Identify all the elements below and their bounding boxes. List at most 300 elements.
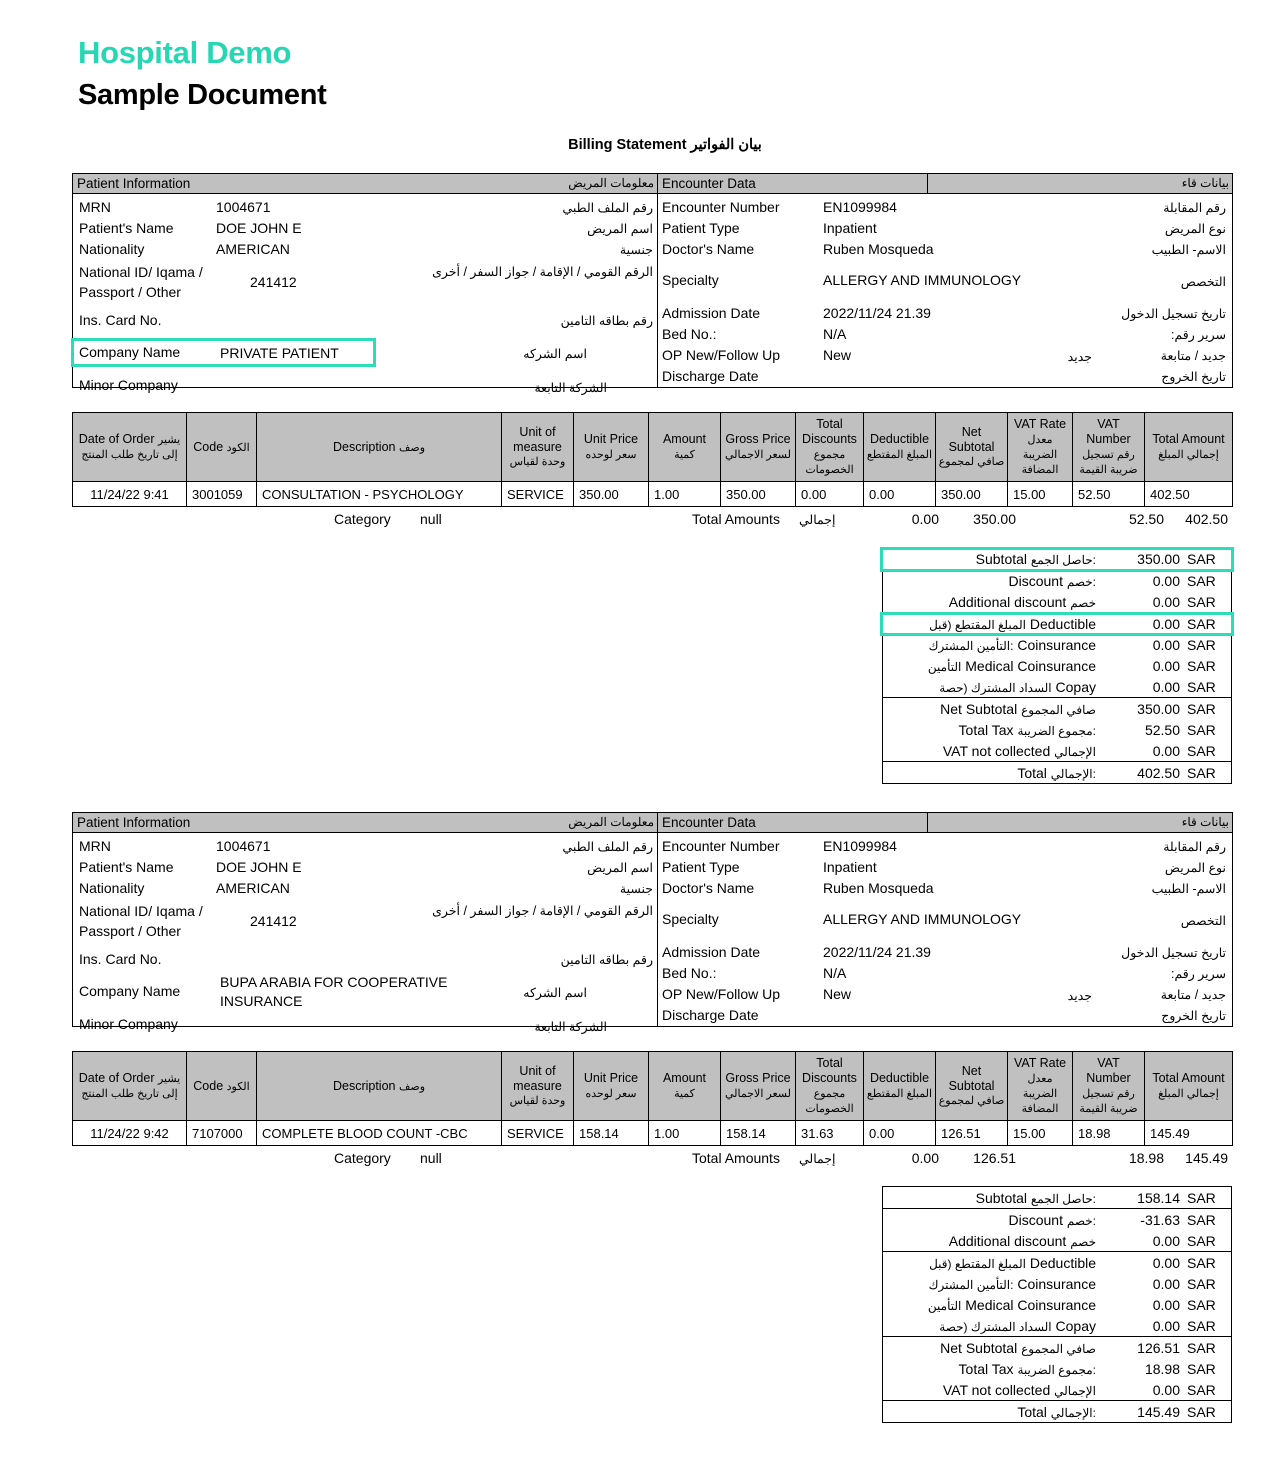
cell-deductible: 0.00 — [864, 482, 936, 507]
cell-code: 3001059 — [187, 482, 257, 507]
summary-currency: SAR — [1187, 1254, 1216, 1271]
cell-vat-number: 18.98 — [1073, 1121, 1145, 1146]
summary-row-total — [883, 762, 1232, 784]
value-bed-no: N/A — [823, 965, 847, 981]
summary-row-medical-coinsurance — [883, 1294, 1232, 1315]
label-patients-name: Patient's Name — [79, 859, 174, 875]
label-ins-card-no: Ins. Card No. — [79, 312, 162, 328]
summary-label-discount-ar: خصم: — [1066, 1213, 1096, 1228]
summary-row-additional-discount — [883, 591, 1232, 613]
summary-row-total-tax — [883, 719, 1232, 740]
summary-label-deductible-ar: المبلغ المقتطع (قبل — [929, 617, 1026, 632]
summary-value-copay: 0.00 — [1102, 676, 1184, 698]
summary-label-additional-discount: Additional discount — [948, 593, 1067, 610]
summary-label-net-subtotal-ar: صافي المجموع — [1021, 702, 1096, 717]
summary-row-net-subtotal — [883, 698, 1232, 720]
summary-value-additional-discount: 0.00 — [1102, 1230, 1184, 1252]
label-admission-date-ar: تاريخ تسجيل الدخول — [1121, 946, 1226, 960]
cell-description: CONSULTATION - PSYCHOLOGY — [257, 482, 502, 507]
patient-information-header: Patient Information — [73, 174, 393, 194]
label-bed-no-ar: سرير رقم: — [1170, 967, 1226, 981]
total-amounts-label: Total Amounts — [692, 1150, 780, 1166]
label-national-id: National ID/ Iqama / — [79, 264, 203, 280]
summary-currency: SAR — [1187, 700, 1216, 717]
label-national-id-ar: الرقم القومي / الإقامة / جواز السفر / أخرى — [432, 904, 653, 918]
summary-row-additional-discount — [883, 1230, 1232, 1252]
summary-row-total-tax — [883, 1358, 1232, 1379]
label-patients-name-ar: اسم المريض — [587, 861, 653, 875]
summary-value-additional-discount: 0.00 — [1102, 591, 1184, 613]
cell-description: COMPLETE BLOOD COUNT -CBC — [257, 1121, 502, 1146]
value-encounter-number: EN1099984 — [823, 838, 897, 854]
label-company-name: Company Name — [79, 983, 181, 999]
label-minor-company-ar: الشركة التابعة — [534, 1020, 607, 1034]
cell-net-subtotal: 126.51 — [936, 1121, 1008, 1146]
col-total-discounts: Total Discounts مجموع الخصومات — [796, 413, 864, 482]
label-encounter-number-ar: رقم المقابلة — [1163, 840, 1226, 854]
summary-currency: SAR — [1187, 1360, 1216, 1377]
summary-label-total-ar: الإجمالي: — [1050, 766, 1096, 781]
summary-value-total: 145.49 — [1137, 1403, 1180, 1420]
summary-value-medical-coinsurance: 0.00 — [1152, 1296, 1180, 1313]
summary-label-discount: Discount — [1008, 572, 1063, 589]
summary-value-coinsurance: 0.00 — [1152, 636, 1180, 653]
label-discharge-date: Discharge Date — [662, 368, 759, 384]
summary-value-subtotal: 350.00 — [1102, 548, 1184, 570]
summary-row-vat-not-collected — [883, 1379, 1232, 1401]
summary-row-subtotal — [883, 548, 1232, 570]
label-bed-no-ar: سرير رقم: — [1170, 328, 1226, 342]
col-vat-number: VAT Number رقم تسجيل ضريبة القيمة — [1073, 413, 1145, 482]
label-nationality-ar: جنسية — [619, 243, 653, 257]
label-mrn-ar: رقم الملف الطبي — [562, 840, 653, 854]
value-op-new-follow-up-ar: جديد — [1067, 989, 1092, 1003]
value-doctors-name: Ruben Mosqueda — [823, 880, 934, 896]
summary-label-coinsurance-ar: التأمين المشترك: — [928, 1277, 1014, 1292]
summary-label-deductible: Deductible — [1029, 1254, 1096, 1271]
summary-value-deductible: 0.00 — [1152, 1254, 1180, 1271]
label-encounter-number: Encounter Number — [662, 838, 780, 854]
summary-label-deductible-ar: المبلغ المقتطع (قبل — [929, 1256, 1026, 1271]
summary-value-discount: 0.00 — [1152, 572, 1180, 589]
label-ins-card-no-ar: رقم بطاقه التامين — [560, 953, 653, 967]
value-specialty: ALLERGY AND IMMUNOLOGY — [823, 911, 1022, 927]
col-description: Description وصف — [257, 413, 502, 482]
summary-label-subtotal: Subtotal — [975, 1189, 1028, 1206]
value-bed-no: N/A — [823, 326, 847, 342]
label-op-new-follow-up-ar: جديد / متابعة — [1160, 988, 1226, 1002]
summary-row-coinsurance — [883, 634, 1232, 655]
label-patients-name: Patient's Name — [79, 220, 174, 236]
value-op-new-follow-up: New — [823, 986, 852, 1002]
col-deductible: Deductible المبلغ المقتطع — [864, 1052, 936, 1121]
col-description: Description وصف — [257, 1052, 502, 1121]
value-specialty: ALLERGY AND IMMUNOLOGY — [823, 272, 1022, 288]
label-national-id-2: Passport / Other — [79, 923, 181, 939]
info-table-2 — [72, 812, 1233, 1034]
summary-currency: SAR — [1187, 1403, 1216, 1420]
summary-value-copay: 0.00 — [1102, 1315, 1184, 1337]
patient-information-header: Patient Information — [73, 813, 393, 833]
summary-label-medical-coinsurance-ar: التأمين — [927, 1298, 962, 1313]
summary-value-discount: -31.63 — [1140, 1211, 1180, 1228]
col-date-of-order: Date of Order يشير إلى تاريخ طلب المنتج — [73, 1052, 187, 1121]
summary-wrap-2 — [72, 1186, 1232, 1423]
summary-currency: SAR — [1187, 1211, 1216, 1228]
info-header-row — [73, 174, 1233, 194]
label-op-new-follow-up: OP New/Follow Up — [662, 986, 781, 1002]
summary-row-discount — [883, 1209, 1232, 1231]
summary-currency: SAR — [1187, 764, 1216, 781]
summary-label-subtotal-ar: حاصل الجمع: — [1030, 552, 1096, 567]
summary-row-copay — [883, 1315, 1232, 1337]
value-mrn: 1004671 — [216, 838, 271, 854]
label-patient-type: Patient Type — [662, 859, 740, 875]
label-specialty-ar: التخصص — [1180, 275, 1226, 289]
label-encounter-number: Encounter Number — [662, 199, 780, 215]
vat-number-sum: 52.50 — [1128, 511, 1164, 527]
encounter-panel-1 — [658, 194, 1233, 388]
page-title: Sample Document — [78, 78, 327, 111]
summary-label-net-subtotal-ar: صافي المجموع — [1021, 1341, 1096, 1356]
col-vat-rate: VAT Rate معدل الضريبة المضافة — [1008, 413, 1073, 482]
value-patients-name: DOE JOHN E — [216, 859, 302, 875]
category-label: Category — [334, 1150, 391, 1166]
cell-date-of-order: 11/24/22 9:41 — [73, 482, 187, 507]
encounter-data-header: Encounter Data — [658, 813, 928, 833]
summary-label-vat-not-collected: VAT not collected — [942, 1381, 1051, 1398]
items-table-1 — [72, 412, 1233, 507]
label-patient-type-ar: نوع المريض — [1164, 222, 1226, 236]
summary-row-total — [883, 1401, 1232, 1423]
label-nationality-ar: جنسية — [619, 882, 653, 896]
total-amounts-label: Total Amounts — [692, 511, 780, 527]
value-encounter-number: EN1099984 — [823, 199, 897, 215]
summary-label-deductible: Deductible — [1029, 615, 1096, 632]
cell-unit-price: 158.14 — [574, 1121, 649, 1146]
summary-value-total: 402.50 — [1137, 764, 1180, 781]
value-national-id: 241412 — [250, 274, 297, 290]
patient-information-header-ar: معلومات المريض — [393, 813, 658, 833]
summary-label-vat-not-collected-ar: الإجمالي — [1054, 1383, 1096, 1398]
col-code: Code الكود — [187, 1052, 257, 1121]
summary-row-net-subtotal — [883, 1337, 1232, 1359]
info-table-1 — [72, 173, 1233, 395]
col-total-amount: Total Amount إجمالي المبلغ — [1145, 1052, 1233, 1121]
value-company-name: PRIVATE PATIENT — [220, 345, 339, 361]
summary-row-coinsurance — [883, 1273, 1232, 1294]
col-unit-price: Unit Price سعر لوحده — [574, 1052, 649, 1121]
value-patient-type: Inpatient — [823, 220, 877, 236]
patient-information-header-ar: معلومات المريض — [393, 174, 658, 194]
cell-gross-price: 158.14 — [721, 1121, 796, 1146]
table-row — [73, 482, 1233, 507]
total-amount-sum: 402.50 — [1185, 511, 1228, 527]
summary-value-total-tax: 52.50 — [1144, 721, 1180, 738]
net-subtotal-sum: 350.00 — [973, 511, 1016, 527]
col-total-amount: Total Amount إجمالي المبلغ — [1145, 413, 1233, 482]
total-discounts-sum: 0.00 — [911, 511, 939, 527]
col-unit-of-measure: Unit of measure وحدة لقياس — [502, 413, 574, 482]
summary-currency: SAR — [1187, 636, 1216, 653]
cell-vat-rate: 15.00 — [1008, 482, 1073, 507]
cell-date-of-order: 11/24/22 9:42 — [73, 1121, 187, 1146]
encounter-data-header-ar: بيانات قاء — [928, 813, 1233, 833]
category-value: null — [420, 511, 442, 527]
summary-label-discount-ar: خصم: — [1066, 574, 1096, 589]
page-header — [0, 0, 1275, 113]
statement-title-ar: بيان الفواتير — [690, 137, 762, 153]
summary-table-1 — [882, 547, 1232, 784]
patient-panel-1 — [73, 194, 658, 395]
cell-deductible: 0.00 — [864, 1121, 936, 1146]
col-deductible: Deductible المبلغ المقتطع — [864, 413, 936, 482]
label-specialty: Specialty — [662, 272, 719, 288]
label-patients-name-ar: اسم المريض — [587, 222, 653, 236]
col-net-subtotal: Net Subtotal صافي لمجموع — [936, 1052, 1008, 1121]
summary-currency: SAR — [1187, 721, 1216, 738]
summary-value-deductible: 0.00 — [1152, 615, 1180, 632]
summary-currency: SAR — [1187, 1339, 1216, 1356]
summary-row-subtotal — [883, 1187, 1232, 1209]
col-vat-number: VAT Number رقم تسجيل ضريبة القيمة — [1073, 1052, 1145, 1121]
summary-label-additional-discount-ar: خصم — [1070, 595, 1096, 610]
summary-label-additional-discount: Additional discount — [948, 1232, 1067, 1249]
summary-label-total-ar: الإجمالي: — [1050, 1405, 1096, 1420]
billing-section-2 — [72, 812, 1232, 1423]
summary-row-medical-coinsurance — [883, 655, 1232, 676]
summary-value-total-tax: 18.98 — [1144, 1360, 1180, 1377]
summary-value-net-subtotal: 350.00 — [1137, 700, 1180, 717]
col-code: Code الكود — [187, 413, 257, 482]
items-totals-line-2 — [72, 1146, 1232, 1172]
label-op-new-follow-up: OP New/Follow Up — [662, 347, 781, 363]
table-row — [73, 1121, 1233, 1146]
cell-amount: 1.00 — [649, 482, 721, 507]
summary-value-net-subtotal: 126.51 — [1137, 1339, 1180, 1356]
cell-gross-price: 350.00 — [721, 482, 796, 507]
summary-value-vat-not-collected: 0.00 — [1102, 740, 1184, 762]
col-net-subtotal: Net Subtotal صافي لمجموع — [936, 413, 1008, 482]
col-date-of-order: Date of Order يشير إلى تاريخ طلب المنتج — [73, 413, 187, 482]
label-national-id: National ID/ Iqama / — [79, 903, 203, 919]
summary-table-2 — [882, 1186, 1232, 1423]
summary-label-coinsurance: Coinsurance — [1017, 1275, 1096, 1292]
summary-label-net-subtotal: Net Subtotal — [940, 1339, 1018, 1356]
summary-label-subtotal: Subtotal — [975, 550, 1028, 567]
label-bed-no: Bed No.: — [662, 326, 717, 342]
cell-unit-price: 350.00 — [574, 482, 649, 507]
total-discounts-sum: 0.00 — [911, 1150, 939, 1166]
label-discharge-date-ar: تاريخ الخروج — [1161, 1009, 1226, 1023]
cell-unit-of-measure: SERVICE — [502, 482, 574, 507]
summary-value-subtotal: 158.14 — [1102, 1187, 1184, 1209]
summary-row-deductible — [883, 1252, 1232, 1274]
summary-label-net-subtotal: Net Subtotal — [940, 700, 1018, 717]
col-vat-rate: VAT Rate معدل الضريبة المضافة — [1008, 1052, 1073, 1121]
summary-row-vat-not-collected — [883, 740, 1232, 762]
total-amount-sum: 145.49 — [1185, 1150, 1228, 1166]
value-patient-type: Inpatient — [823, 859, 877, 875]
items-header-row — [73, 1052, 1233, 1121]
value-mrn: 1004671 — [216, 199, 271, 215]
summary-label-total: Total — [1017, 764, 1047, 781]
value-company-name: BUPA ARABIA FOR COOPERATIVE INSURANCE — [220, 974, 448, 1009]
summary-value-medical-coinsurance: 0.00 — [1152, 657, 1180, 674]
summary-label-total-tax-ar: مجموع الضريبة: — [1017, 723, 1096, 738]
summary-label-medical-coinsurance: Medical Coinsurance — [965, 1296, 1096, 1313]
summary-currency: SAR — [1184, 548, 1232, 570]
col-amount: Amount كمية — [649, 413, 721, 482]
summary-currency: SAR — [1187, 615, 1216, 632]
summary-label-copay: Copay — [1055, 1317, 1096, 1334]
label-discharge-date-ar: تاريخ الخروج — [1161, 370, 1226, 384]
label-op-new-follow-up-ar: جديد / متابعة — [1160, 349, 1226, 363]
label-encounter-number-ar: رقم المقابلة — [1163, 201, 1226, 215]
summary-row-deductible — [883, 613, 1232, 635]
label-ins-card-no: Ins. Card No. — [79, 951, 162, 967]
billing-section-1 — [72, 173, 1232, 784]
col-total-discounts: Total Discounts مجموع الخصومات — [796, 1052, 864, 1121]
label-discharge-date: Discharge Date — [662, 1007, 759, 1023]
label-national-id-ar: الرقم القومي / الإقامة / جواز السفر / أخرى — [432, 265, 653, 279]
summary-value-vat-not-collected: 0.00 — [1102, 1379, 1184, 1401]
label-doctors-name-ar: الاسم- الطبيب — [1151, 882, 1226, 896]
value-national-id: 241412 — [250, 913, 297, 929]
summary-label-total-tax: Total Tax — [958, 721, 1014, 738]
summary-currency: SAR — [1184, 591, 1232, 613]
encounter-data-header: Encounter Data — [658, 174, 928, 194]
col-gross-price: Gross Price لسعر الاجمالي — [721, 1052, 796, 1121]
col-gross-price: Gross Price لسعر الاجمالي — [721, 413, 796, 482]
label-doctors-name-ar: الاسم- الطبيب — [1151, 243, 1226, 257]
label-national-id-2: Passport / Other — [79, 284, 181, 300]
label-nationality: Nationality — [79, 241, 145, 257]
cell-net-subtotal: 350.00 — [936, 482, 1008, 507]
summary-value-coinsurance: 0.00 — [1152, 1275, 1180, 1292]
cell-code: 7107000 — [187, 1121, 257, 1146]
label-specialty-ar: التخصص — [1180, 914, 1226, 928]
summary-label-medical-coinsurance: Medical Coinsurance — [965, 657, 1096, 674]
col-unit-price: Unit Price سعر لوحده — [574, 413, 649, 482]
summary-currency: SAR — [1184, 740, 1232, 762]
summary-label-total-tax-ar: مجموع الضريبة: — [1017, 1362, 1096, 1377]
summary-currency: SAR — [1184, 1315, 1232, 1337]
label-admission-date: Admission Date — [662, 944, 761, 960]
summary-label-coinsurance-ar: التأمين المشترك: — [928, 638, 1014, 653]
items-header-row — [73, 413, 1233, 482]
cell-total-discounts: 31.63 — [796, 1121, 864, 1146]
brand-title: Hospital Demo — [78, 35, 292, 70]
summary-label-vat-not-collected: VAT not collected — [942, 742, 1051, 759]
summary-currency: SAR — [1184, 676, 1232, 698]
statement-title-en: Billing Statement — [568, 137, 687, 153]
summary-label-additional-discount-ar: خصم — [1070, 1234, 1096, 1249]
cell-vat-rate: 15.00 — [1008, 1121, 1073, 1146]
summary-currency: SAR — [1184, 1379, 1232, 1401]
summary-currency: SAR — [1187, 572, 1216, 589]
summary-label-vat-not-collected-ar: الإجمالي — [1054, 744, 1096, 759]
value-nationality: AMERICAN — [216, 241, 290, 257]
value-doctors-name: Ruben Mosqueda — [823, 241, 934, 257]
cell-total-amount: 402.50 — [1145, 482, 1233, 507]
cell-amount: 1.00 — [649, 1121, 721, 1146]
label-minor-company: Minor Company — [79, 377, 178, 393]
items-table-2 — [72, 1051, 1233, 1146]
total-amounts-label-ar: إجمالي — [799, 1152, 836, 1166]
value-patients-name: DOE JOHN E — [216, 220, 302, 236]
label-patient-type-ar: نوع المريض — [1164, 861, 1226, 875]
label-admission-date: Admission Date — [662, 305, 761, 321]
summary-label-copay: Copay — [1055, 678, 1096, 695]
summary-row-discount — [883, 570, 1232, 592]
label-company-name: Company Name — [79, 344, 181, 360]
summary-label-total: Total — [1017, 1403, 1047, 1420]
encounter-data-header-ar: بيانات قاء — [928, 174, 1233, 194]
label-minor-company: Minor Company — [79, 1016, 178, 1032]
label-doctors-name: Doctor's Name — [662, 880, 755, 896]
label-specialty: Specialty — [662, 911, 719, 927]
cell-total-amount: 145.49 — [1145, 1121, 1233, 1146]
summary-label-total-tax: Total Tax — [958, 1360, 1014, 1377]
vat-number-sum: 18.98 — [1128, 1150, 1164, 1166]
label-ins-card-no-ar: رقم بطاقه التامين — [560, 314, 653, 328]
label-mrn: MRN — [79, 838, 111, 854]
net-subtotal-sum: 126.51 — [973, 1150, 1016, 1166]
summary-label-coinsurance: Coinsurance — [1017, 636, 1096, 653]
cell-vat-number: 52.50 — [1073, 482, 1145, 507]
summary-label-copay-ar: السداد المشترك (حصة — [939, 680, 1052, 695]
value-op-new-follow-up-ar: جديد — [1067, 350, 1092, 364]
label-bed-no: Bed No.: — [662, 965, 717, 981]
value-op-new-follow-up: New — [823, 347, 852, 363]
statement-title — [0, 137, 1275, 153]
value-admission-date: 2022/11/24 21.39 — [823, 305, 931, 321]
category-value: null — [420, 1150, 442, 1166]
summary-currency: SAR — [1187, 1275, 1216, 1292]
summary-currency: SAR — [1184, 1187, 1232, 1209]
col-amount: Amount كمية — [649, 1052, 721, 1121]
value-nationality: AMERICAN — [216, 880, 290, 896]
summary-row-copay — [883, 676, 1232, 698]
summary-currency: SAR — [1187, 657, 1216, 674]
label-company-name-ar: اسم الشركه — [523, 347, 587, 361]
label-mrn: MRN — [79, 199, 111, 215]
summary-currency: SAR — [1184, 1230, 1232, 1252]
summary-label-subtotal-ar: حاصل الجمع: — [1030, 1191, 1096, 1206]
total-amounts-label-ar: إجمالي — [799, 513, 836, 527]
label-admission-date-ar: تاريخ تسجيل الدخول — [1121, 307, 1226, 321]
patient-panel-2 — [73, 833, 658, 1034]
category-label: Category — [334, 511, 391, 527]
summary-label-discount: Discount — [1008, 1211, 1063, 1228]
summary-wrap-1 — [72, 547, 1232, 784]
col-unit-of-measure: Unit of measure وحدة لقياس — [502, 1052, 574, 1121]
label-patient-type: Patient Type — [662, 220, 740, 236]
label-company-name-ar: اسم الشركه — [523, 986, 587, 1000]
value-admission-date: 2022/11/24 21.39 — [823, 944, 931, 960]
summary-currency: SAR — [1187, 1296, 1216, 1313]
items-totals-line-1 — [72, 507, 1232, 533]
cell-unit-of-measure: SERVICE — [502, 1121, 574, 1146]
label-nationality: Nationality — [79, 880, 145, 896]
label-minor-company-ar: الشركة التابعة — [534, 381, 607, 395]
info-header-row — [73, 813, 1233, 833]
label-doctors-name: Doctor's Name — [662, 241, 755, 257]
cell-total-discounts: 0.00 — [796, 482, 864, 507]
summary-label-medical-coinsurance-ar: التأمين — [927, 659, 962, 674]
summary-label-copay-ar: السداد المشترك (حصة — [939, 1319, 1052, 1334]
